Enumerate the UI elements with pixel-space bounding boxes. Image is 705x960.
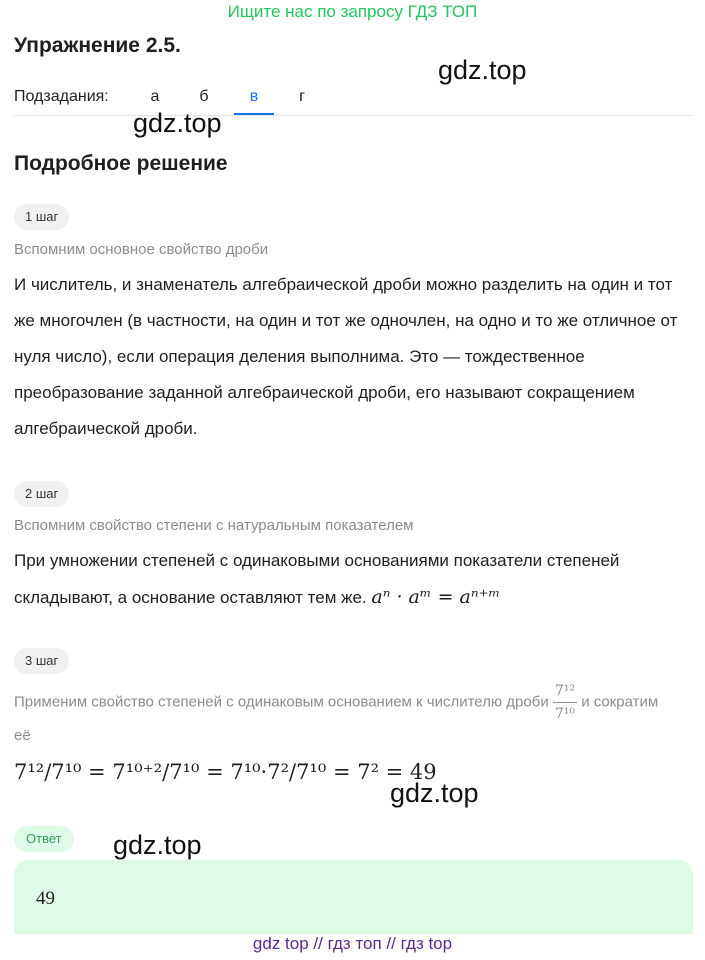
answer-badge: Ответ: [14, 826, 74, 852]
search-banner: Ищите нас по запросу ГДЗ ТОП: [227, 2, 478, 21]
subtask-tab-a[interactable]: а: [150, 88, 160, 105]
step-hint: Вспомним свойство степени с натуральным показателем: [14, 517, 414, 534]
watermark: gdz.top: [133, 108, 222, 138]
watermark: gdz.top: [390, 778, 479, 808]
step-hint: Вспомним основное свойство дроби: [14, 241, 269, 258]
step-text: И числитель, и знаменатель алгебраической дроби можно разделить на один и тот же многочлен (в частности, на один и тот же одночлен, на одно и то же отличное от нуля число), если операция деления выполнима. Это — тождественное преобразование заданной алгебраической дроби, его называют сокращением алгебраической дроби.: [14, 275, 678, 438]
subtask-tab-v[interactable]: в: [249, 88, 259, 105]
hint-fraction: [553, 680, 577, 725]
solution-title: Подробное решение: [14, 152, 228, 175]
step-hint: [14, 680, 674, 747]
watermark: gdz.top: [438, 55, 527, 85]
subtask-tab-b[interactable]: б: [199, 88, 209, 105]
step-text: [14, 543, 694, 616]
answer-box: [14, 860, 693, 934]
answer-value: 49: [36, 888, 55, 909]
hint-text: Применим свойство степеней с одинаковым основанием к числителю дроби: [14, 693, 549, 711]
step-text-body: При умножении степеней с одинаковыми основаниями показатели степеней складывают, а основание оставляют тем же.: [14, 551, 620, 607]
fraction-numerator: 7¹²: [553, 680, 577, 703]
divider: [14, 115, 692, 116]
active-tab-indicator: [234, 113, 274, 115]
footer-links[interactable]: gdz top // гдз топ // гдз top: [252, 934, 453, 953]
step-badge: 3 шаг: [14, 648, 69, 674]
exercise-title: Упражнение 2.5.: [14, 34, 181, 57]
exponent-formula: aⁿ · aᵐ = aⁿ⁺ᵐ: [371, 586, 501, 608]
subtasks-label: Подзадания:: [14, 88, 109, 105]
fraction-denominator: 7¹⁰: [554, 706, 576, 722]
subtask-tab-g[interactable]: г: [299, 88, 305, 105]
watermark: gdz.top: [113, 830, 202, 860]
step-badge: 1 шаг: [14, 204, 69, 230]
step-badge: 2 шаг: [14, 481, 69, 507]
solution-equation: 7¹²/7¹⁰ = 7¹⁰⁺²/7¹⁰ = 7¹⁰·7²/7¹⁰ = 7² = 49: [14, 760, 437, 784]
hint-text: и сократим её: [14, 693, 659, 744]
